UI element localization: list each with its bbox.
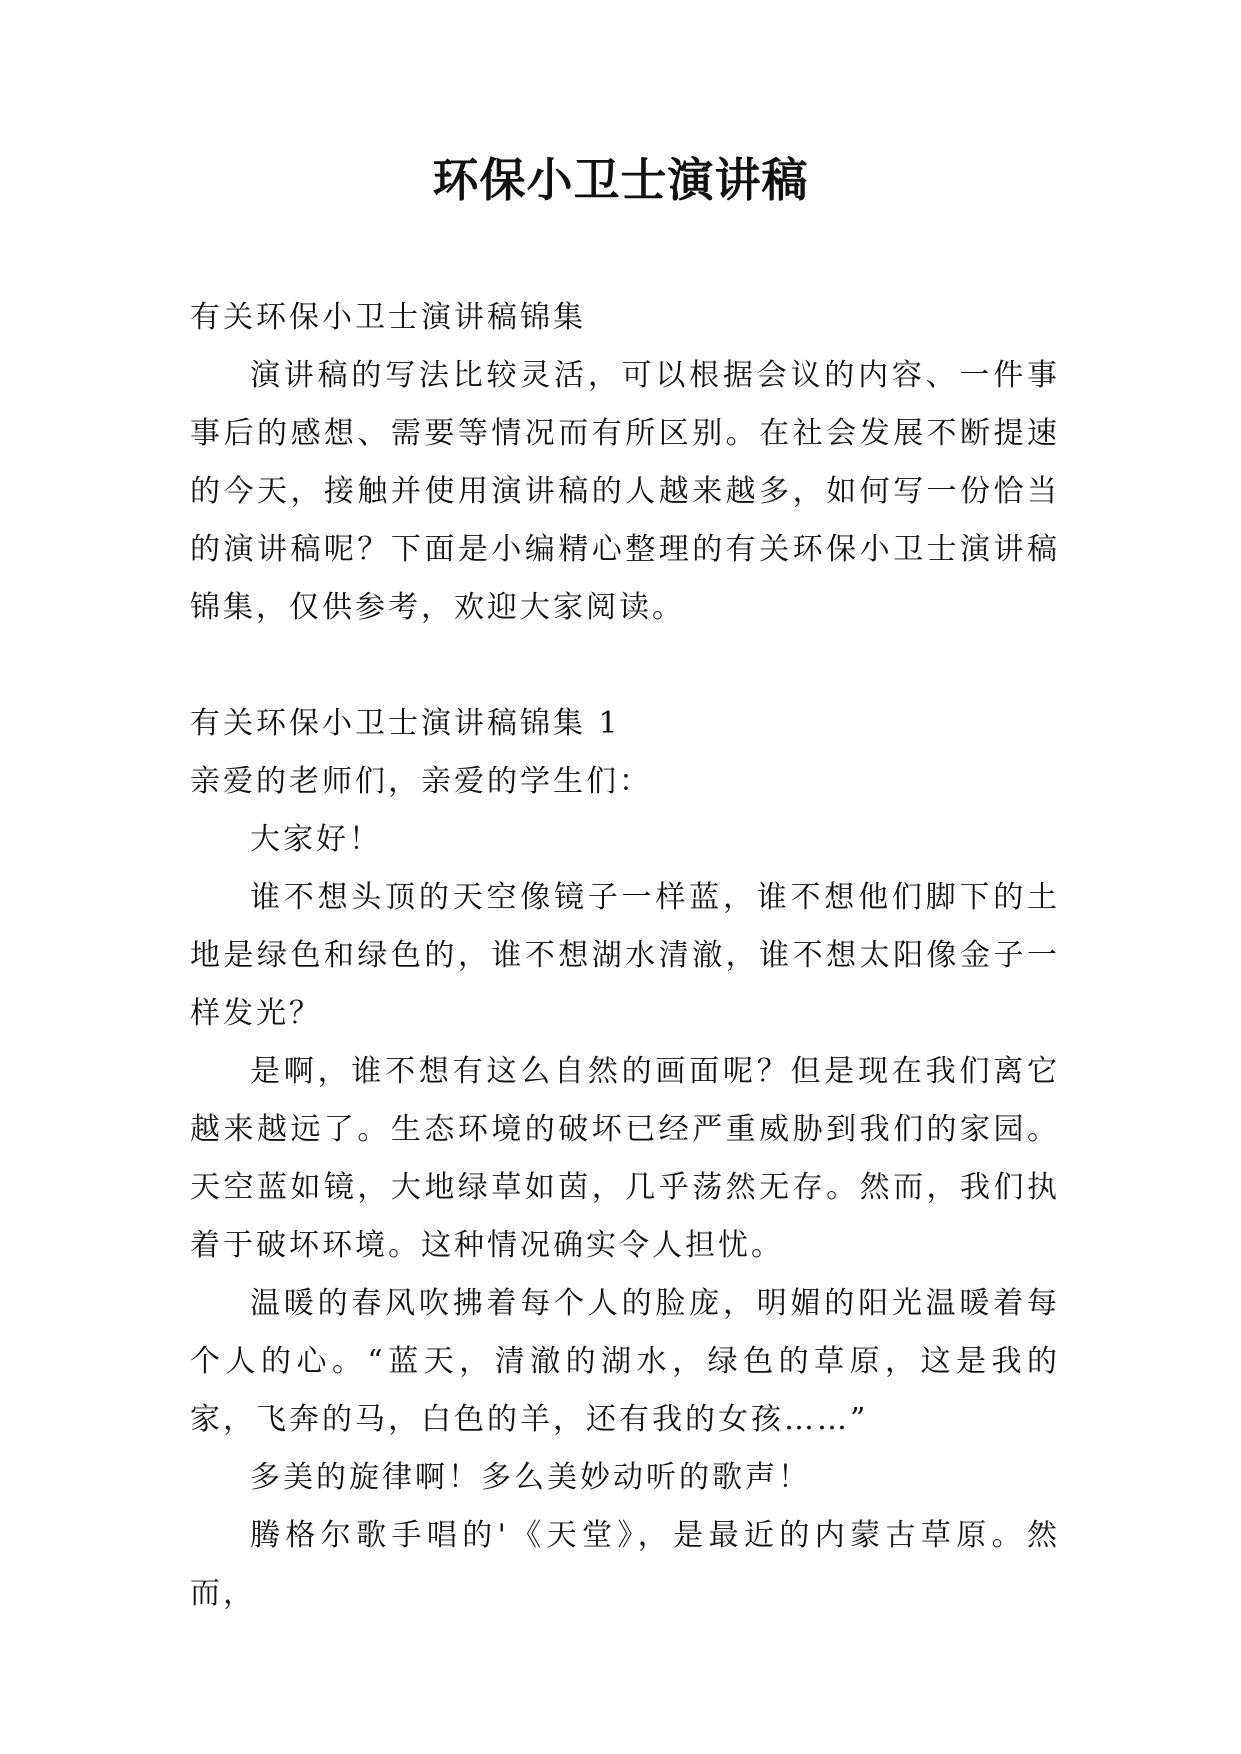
paragraph: 温暖的春风吹拂着每个人的脸庞，明媚的阳光温暖着每个人的心。“蓝天，清澈的湖水，绿色的草原，这是我的家，飞奔的马，白色的羊，还有我的女孩……” — [190, 1286, 1060, 1437]
paragraph: 多美的旋律啊！多么美妙动听的歌声！ — [250, 1460, 811, 1495]
paragraph: 亲爱的老师们，亲爱的学生们： — [190, 764, 652, 799]
paragraph: 腾格尔歌手唱的'《天堂》，是最近的内蒙古草原。然而， — [190, 1518, 1060, 1611]
document-body — [190, 289, 1060, 1623]
paragraph-gap — [190, 637, 1060, 695]
paragraph: 谁不想头顶的天空像镜子一样蓝，谁不想他们脚下的土地是绿色和绿色的，谁不想湖水清澈，谁不想太阳像金子一样发光？ — [190, 880, 1060, 1031]
paragraph: 有关环保小卫士演讲稿锦集 — [190, 300, 586, 335]
paragraph: 有关环保小卫士演讲稿锦集 1 — [190, 706, 621, 741]
paragraph: 演讲稿的写法比较灵活，可以根据会议的内容、一件事事后的感想、需要等情况而有所区别。在社会发展不断提速的今天，接触并使用演讲稿的人越来越多，如何写一份恰当的演讲稿呢？下面是小编精心整理的有关环保小卫士演讲稿锦集，仅供参考，欢迎大家阅读。 — [190, 358, 1060, 625]
paragraph: 大家好！ — [250, 822, 382, 857]
paragraph: 是啊，谁不想有这么自然的画面呢？但是现在我们离它越来越远了。生态环境的破坏已经严重威胁到我们的家园。天空蓝如镜，大地绿草如茵，几乎荡然无存。然而，我们执着于破坏环境。这种情况确实令人担忧。 — [190, 1054, 1060, 1263]
document-title: 环保小卫士演讲稿 — [432, 153, 809, 207]
